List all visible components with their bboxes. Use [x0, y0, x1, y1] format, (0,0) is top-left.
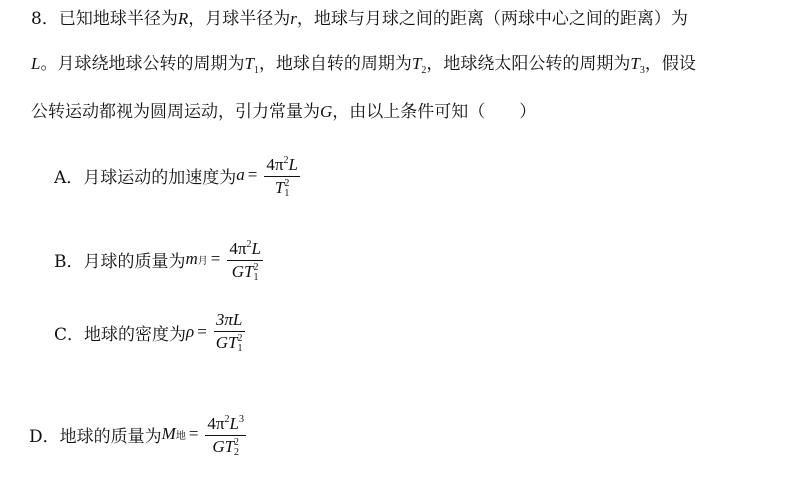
denominator: T 2 1 [274, 178, 290, 200]
denominator: GT 2 2 [212, 437, 240, 459]
subscript: 2 [421, 65, 427, 76]
var-T: T [411, 54, 422, 73]
var-subscript: 地 [175, 430, 186, 442]
stem-text: ，由以上条件可知（ ） [332, 102, 537, 122]
question-line-3 [31, 101, 536, 123]
equals: = [197, 322, 207, 342]
stem-text: 。月球绕地球公转的周期为 [40, 54, 245, 74]
numerator: $4\pi^2L^3$ [207, 414, 244, 433]
formula-var: m [185, 249, 198, 269]
stem-text: 已知地球半径为 [58, 9, 178, 29]
equals: = [210, 249, 221, 269]
formula-fraction [264, 151, 300, 199]
equals: = [247, 165, 258, 185]
question-number: 8． [31, 9, 59, 29]
option-label: A．月球运动的加速度为 [54, 167, 237, 188]
option-label: C．地球的密度为 [54, 324, 187, 345]
fraction-bar [205, 435, 246, 436]
fraction-bar [227, 260, 263, 261]
fraction-bar [214, 331, 245, 332]
var-T: T [630, 54, 640, 73]
stem-text: ，地球与月球之间的距离（两球中心之间的距离）为 [296, 9, 688, 29]
denominator: GT 2 1 [215, 333, 243, 355]
var-r: r [290, 9, 297, 28]
question-line-2 [31, 53, 696, 82]
formula-fraction [227, 235, 263, 283]
var-L: L [31, 54, 41, 73]
formula-var: a [236, 165, 245, 185]
formula-fraction [205, 410, 246, 458]
option-d[interactable] [29, 410, 246, 458]
stem-text: ，月球半径为 [188, 9, 291, 29]
question-line-1 [31, 8, 688, 30]
var-T: T [244, 54, 254, 73]
option-label: B．月球的质量为 [54, 251, 186, 272]
var-R: R [177, 9, 189, 28]
numerator: $4\pi^2L$ [229, 239, 261, 258]
option-label: D．地球的质量为 [29, 426, 162, 447]
equals: = [188, 424, 199, 444]
numerator: $4\pi^2L$ [266, 155, 298, 174]
var-subscript: 月 [197, 255, 208, 267]
formula-var: M [161, 424, 176, 444]
formula-var: ρ [186, 322, 195, 342]
var-G: G [320, 102, 333, 121]
option-a[interactable] [54, 151, 300, 199]
option-c[interactable] [54, 310, 245, 354]
subscript: 1 [253, 65, 259, 76]
fraction-bar [264, 176, 300, 177]
numerator: 3πL [215, 310, 243, 329]
stem-text: ，地球自转的周期为 [258, 54, 412, 74]
stem-text: ，地球绕太阳公转的周期为 [426, 54, 631, 74]
subscript: 3 [639, 65, 645, 76]
formula-fraction [214, 310, 245, 354]
stem-text: ，假设 [644, 54, 696, 74]
stem-text: 公转运动都视为圆周运动，引力常量为 [31, 102, 320, 122]
denominator: GT 2 1 [231, 262, 259, 284]
option-b[interactable] [54, 235, 263, 283]
